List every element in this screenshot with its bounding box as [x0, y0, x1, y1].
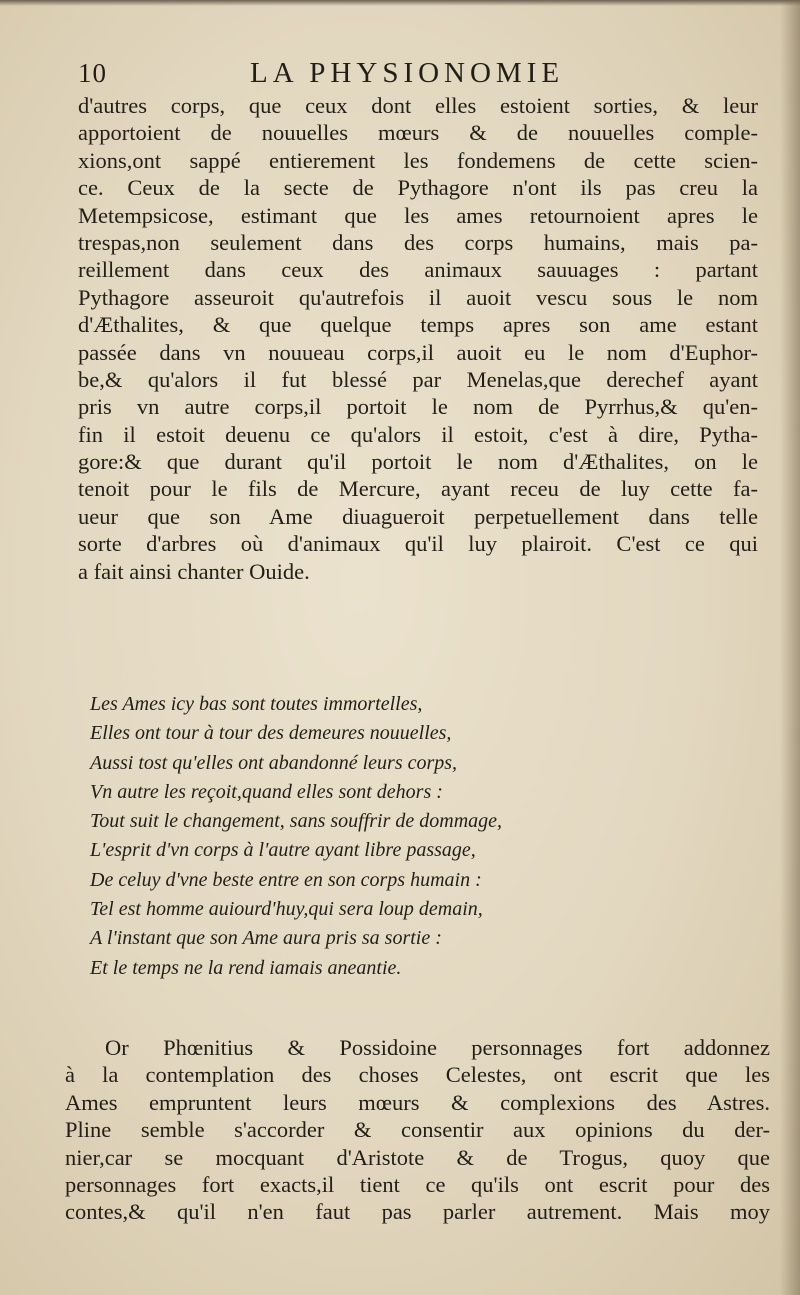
text-line: Or Phœnitius & Possidoine personnages fort addonnez	[105, 1035, 770, 1060]
verse-line: Les Ames icy bas sont toutes immortelles,	[90, 693, 423, 715]
running-title: LA PHYSIONOMIE	[250, 57, 565, 89]
verse-line: Tout suit le changement, sans souffrir de dommage,	[90, 810, 503, 833]
verse-line: Elles ont tour à tour des demeures nouuelles,	[90, 722, 452, 745]
verse-line: Tel est homme auiourd'huy,qui sera loup demain,	[90, 898, 483, 921]
text-line: nier,car se mocquant d'Aristote & de Trogus, quoy que	[65, 1144, 770, 1170]
paragraph-1	[78, 92, 758, 585]
text-line: contes,& qu'il n'en faut pas parler autrement. Mais moy	[65, 1199, 770, 1225]
text-line: a fait ainsi chanter Ouide.	[78, 558, 310, 584]
page-number: 10	[78, 58, 107, 88]
text-line: reillement dans ceux des animaux sauuages : partant	[78, 257, 758, 283]
text-line: trespas,non seulement dans des corps humains, mais pa-	[78, 229, 758, 255]
text-line: tenoit pour le fils de Mercure, ayant receu de luy cette fa-	[78, 476, 758, 502]
ovid-verse	[90, 690, 690, 983]
text-line: à la contemplation des choses Celestes, ont escrit que les	[65, 1062, 770, 1088]
text-line: apportoient de nouuelles mœurs & de nouuelles comple-	[78, 120, 758, 146]
verse-line: Et le temps ne la rend iamais aneantie.	[90, 956, 402, 979]
text-line: be,& qu'alors il fut blessé par Menelas,que derechef ayant	[78, 366, 758, 392]
verse-line: De celuy d'vne beste entre en son corps humain :	[90, 868, 482, 891]
text-line: sorte d'arbres où d'animaux qu'il luy plairoit. C'est ce qui	[78, 531, 758, 557]
text-line: ueur que son Ame diuagueroit perpetuellement dans telle	[78, 503, 758, 529]
text-line: gore:& que durant qu'il portoit le nom d'Æthalites, on le	[78, 449, 758, 475]
text-line: Pline semble s'accorder & consentir aux opinions du der-	[65, 1117, 770, 1143]
page-top-shadow	[0, 0, 800, 6]
text-line: fin il estoit deuenu ce qu'alors il estoit, c'est à dire, Pytha-	[78, 421, 758, 447]
text-line: Metempsicose, estimant que les ames retournoient apres le	[78, 202, 758, 228]
verse-line: A l'instant que son Ame aura pris sa sortie :	[90, 927, 442, 950]
text-line: d'autres corps, que ceux dont elles estoient sorties, & leur	[78, 93, 758, 118]
text-line: ce. Ceux de la secte de Pythagore n'ont ils pas creu la	[78, 175, 758, 201]
text-line: passée dans vn nouueau corps,il auoit eu le nom d'Euphor-	[78, 339, 758, 365]
text-line: Ames empruntent leurs mœurs & complexions des Astres.	[65, 1089, 770, 1115]
verse-line: Aussi tost qu'elles ont abandonné leurs corps,	[90, 751, 458, 774]
text-line: personnages fort exacts,il tient ce qu'ils ont escrit pour des	[65, 1171, 770, 1197]
page-gutter-shadow	[780, 0, 800, 1295]
verse-line: Vn autre les reçoit,quand elles sont dehors :	[90, 780, 443, 803]
page-header	[78, 54, 718, 88]
paragraph-2	[65, 1034, 770, 1226]
verse-line: L'esprit d'vn corps à l'autre ayant libre passage,	[90, 839, 476, 862]
text-line: xions,ont sappé entierement les fondemens de cette scien-	[78, 147, 758, 173]
text-line: Pythagore asseuroit qu'autrefois il auoit vescu sous le nom	[78, 284, 758, 310]
text-line: pris vn autre corps,il portoit le nom de Pyrrhus,& qu'en-	[78, 394, 758, 420]
text-line: d'Æthalites, & que quelque temps apres son ame estant	[78, 312, 758, 338]
